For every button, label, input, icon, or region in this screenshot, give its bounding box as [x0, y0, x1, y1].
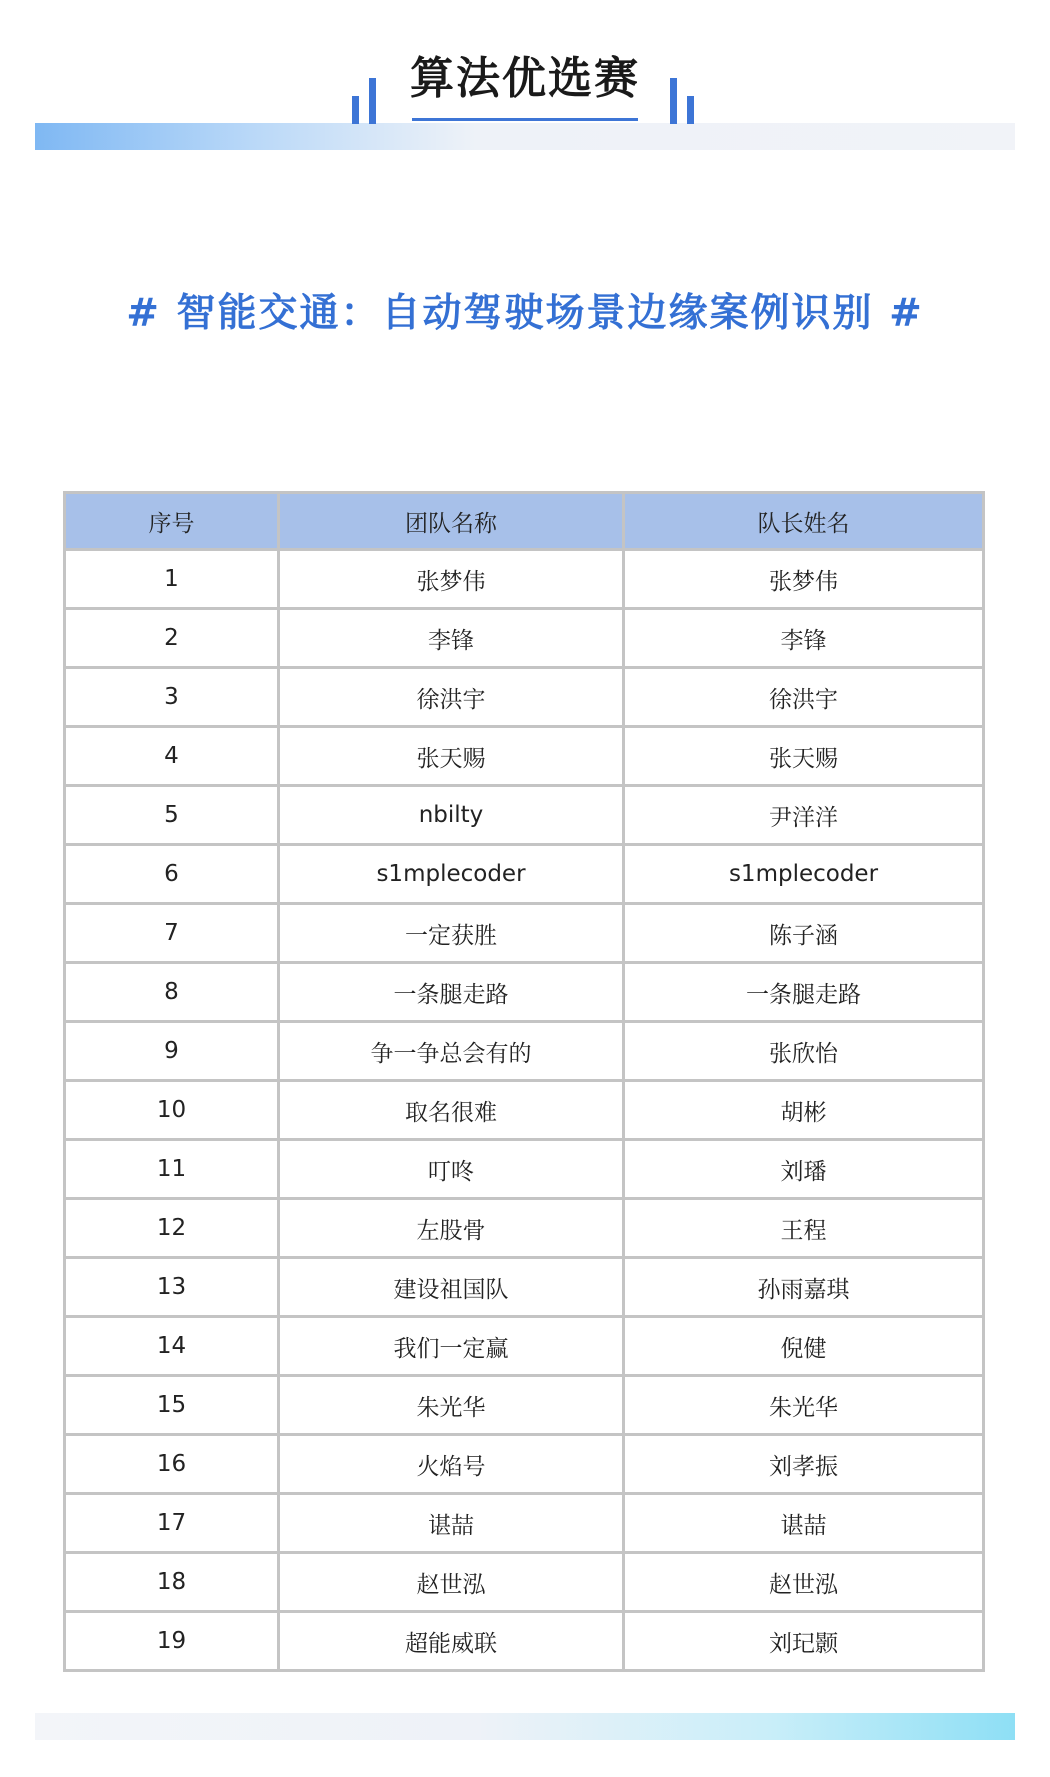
cell-team-name: 徐洪宇 — [279, 668, 624, 727]
cell-index: 5 — [65, 786, 279, 845]
table-row — [65, 550, 984, 609]
table-header — [65, 493, 984, 550]
column-header-index: 序号 — [65, 493, 279, 550]
cell-captain-name: s1mplecoder — [624, 845, 984, 904]
table-row — [65, 1612, 984, 1671]
cell-team-name: 一定获胜 — [279, 904, 624, 963]
cell-captain-name: 尹洋洋 — [624, 786, 984, 845]
cell-captain-name: 王程 — [624, 1199, 984, 1258]
table-row — [65, 1022, 984, 1081]
cell-index: 17 — [65, 1494, 279, 1553]
cell-captain-name: 赵世泓 — [624, 1553, 984, 1612]
table-header-row — [65, 493, 984, 550]
cell-index: 10 — [65, 1081, 279, 1140]
table-row — [65, 904, 984, 963]
cell-index: 19 — [65, 1612, 279, 1671]
column-header-captain-name: 队长姓名 — [624, 493, 984, 550]
table-row — [65, 1140, 984, 1199]
cell-team-name: s1mplecoder — [279, 845, 624, 904]
cell-team-name: 超能威联 — [279, 1612, 624, 1671]
table-row — [65, 668, 984, 727]
page-header — [0, 0, 1050, 160]
competition-subtitle: # 智能交通：自动驾驶场景边缘案例识别 # — [126, 291, 924, 336]
cell-index: 3 — [65, 668, 279, 727]
cell-index: 7 — [65, 904, 279, 963]
cell-team-name: 张天赐 — [279, 727, 624, 786]
title-underline — [412, 118, 638, 121]
table-body — [65, 550, 984, 1671]
table-row — [65, 963, 984, 1022]
cell-index: 11 — [65, 1140, 279, 1199]
cell-team-name: 谌喆 — [279, 1494, 624, 1553]
cell-index: 15 — [65, 1376, 279, 1435]
cell-captain-name: 一条腿走路 — [624, 963, 984, 1022]
right-bars-decoration — [670, 78, 694, 124]
cell-team-name: 争一争总会有的 — [279, 1022, 624, 1081]
table-row — [65, 1494, 984, 1553]
cell-captain-name: 倪健 — [624, 1317, 984, 1376]
cell-team-name: 我们一定赢 — [279, 1317, 624, 1376]
cell-index: 12 — [65, 1199, 279, 1258]
cell-index: 1 — [65, 550, 279, 609]
cell-captain-name: 刘玘颢 — [624, 1612, 984, 1671]
table-row — [65, 786, 984, 845]
cell-captain-name: 朱光华 — [624, 1376, 984, 1435]
cell-team-name: 火焰号 — [279, 1435, 624, 1494]
cell-team-name: 朱光华 — [279, 1376, 624, 1435]
footer-gradient-band — [35, 1713, 1015, 1740]
left-bars-decoration — [352, 78, 376, 124]
cell-index: 6 — [65, 845, 279, 904]
cell-team-name: 左股骨 — [279, 1199, 624, 1258]
cell-captain-name: 刘璠 — [624, 1140, 984, 1199]
cell-captain-name: 张天赐 — [624, 727, 984, 786]
team-table — [63, 491, 985, 1672]
team-table-container — [63, 491, 982, 1672]
cell-index: 16 — [65, 1435, 279, 1494]
cell-team-name: 建设祖国队 — [279, 1258, 624, 1317]
table-row — [65, 1199, 984, 1258]
cell-index: 4 — [65, 727, 279, 786]
cell-captain-name: 胡彬 — [624, 1081, 984, 1140]
cell-captain-name: 刘孝振 — [624, 1435, 984, 1494]
cell-index: 2 — [65, 609, 279, 668]
table-row — [65, 1258, 984, 1317]
cell-team-name: 取名很难 — [279, 1081, 624, 1140]
cell-team-name: 李锋 — [279, 609, 624, 668]
cell-captain-name: 陈子涵 — [624, 904, 984, 963]
cell-captain-name: 李锋 — [624, 609, 984, 668]
cell-team-name: 赵世泓 — [279, 1553, 624, 1612]
table-row — [65, 1081, 984, 1140]
cell-captain-name: 孙雨嘉琪 — [624, 1258, 984, 1317]
table-row — [65, 1553, 984, 1612]
cell-captain-name: 张梦伟 — [624, 550, 984, 609]
cell-team-name: nbilty — [279, 786, 624, 845]
cell-team-name: 一条腿走路 — [279, 963, 624, 1022]
cell-team-name: 张梦伟 — [279, 550, 624, 609]
header-gradient-band — [35, 123, 1015, 150]
section-title: 算法优选赛 — [410, 53, 640, 104]
table-row — [65, 845, 984, 904]
table-row — [65, 1317, 984, 1376]
cell-captain-name: 徐洪宇 — [624, 668, 984, 727]
cell-index: 14 — [65, 1317, 279, 1376]
cell-captain-name: 张欣怡 — [624, 1022, 984, 1081]
cell-team-name: 叮咚 — [279, 1140, 624, 1199]
table-row — [65, 727, 984, 786]
table-row — [65, 609, 984, 668]
table-row — [65, 1435, 984, 1494]
column-header-team-name: 团队名称 — [279, 493, 624, 550]
cell-index: 9 — [65, 1022, 279, 1081]
cell-captain-name: 谌喆 — [624, 1494, 984, 1553]
cell-index: 8 — [65, 963, 279, 1022]
table-row — [65, 1376, 984, 1435]
cell-index: 18 — [65, 1553, 279, 1612]
cell-index: 13 — [65, 1258, 279, 1317]
